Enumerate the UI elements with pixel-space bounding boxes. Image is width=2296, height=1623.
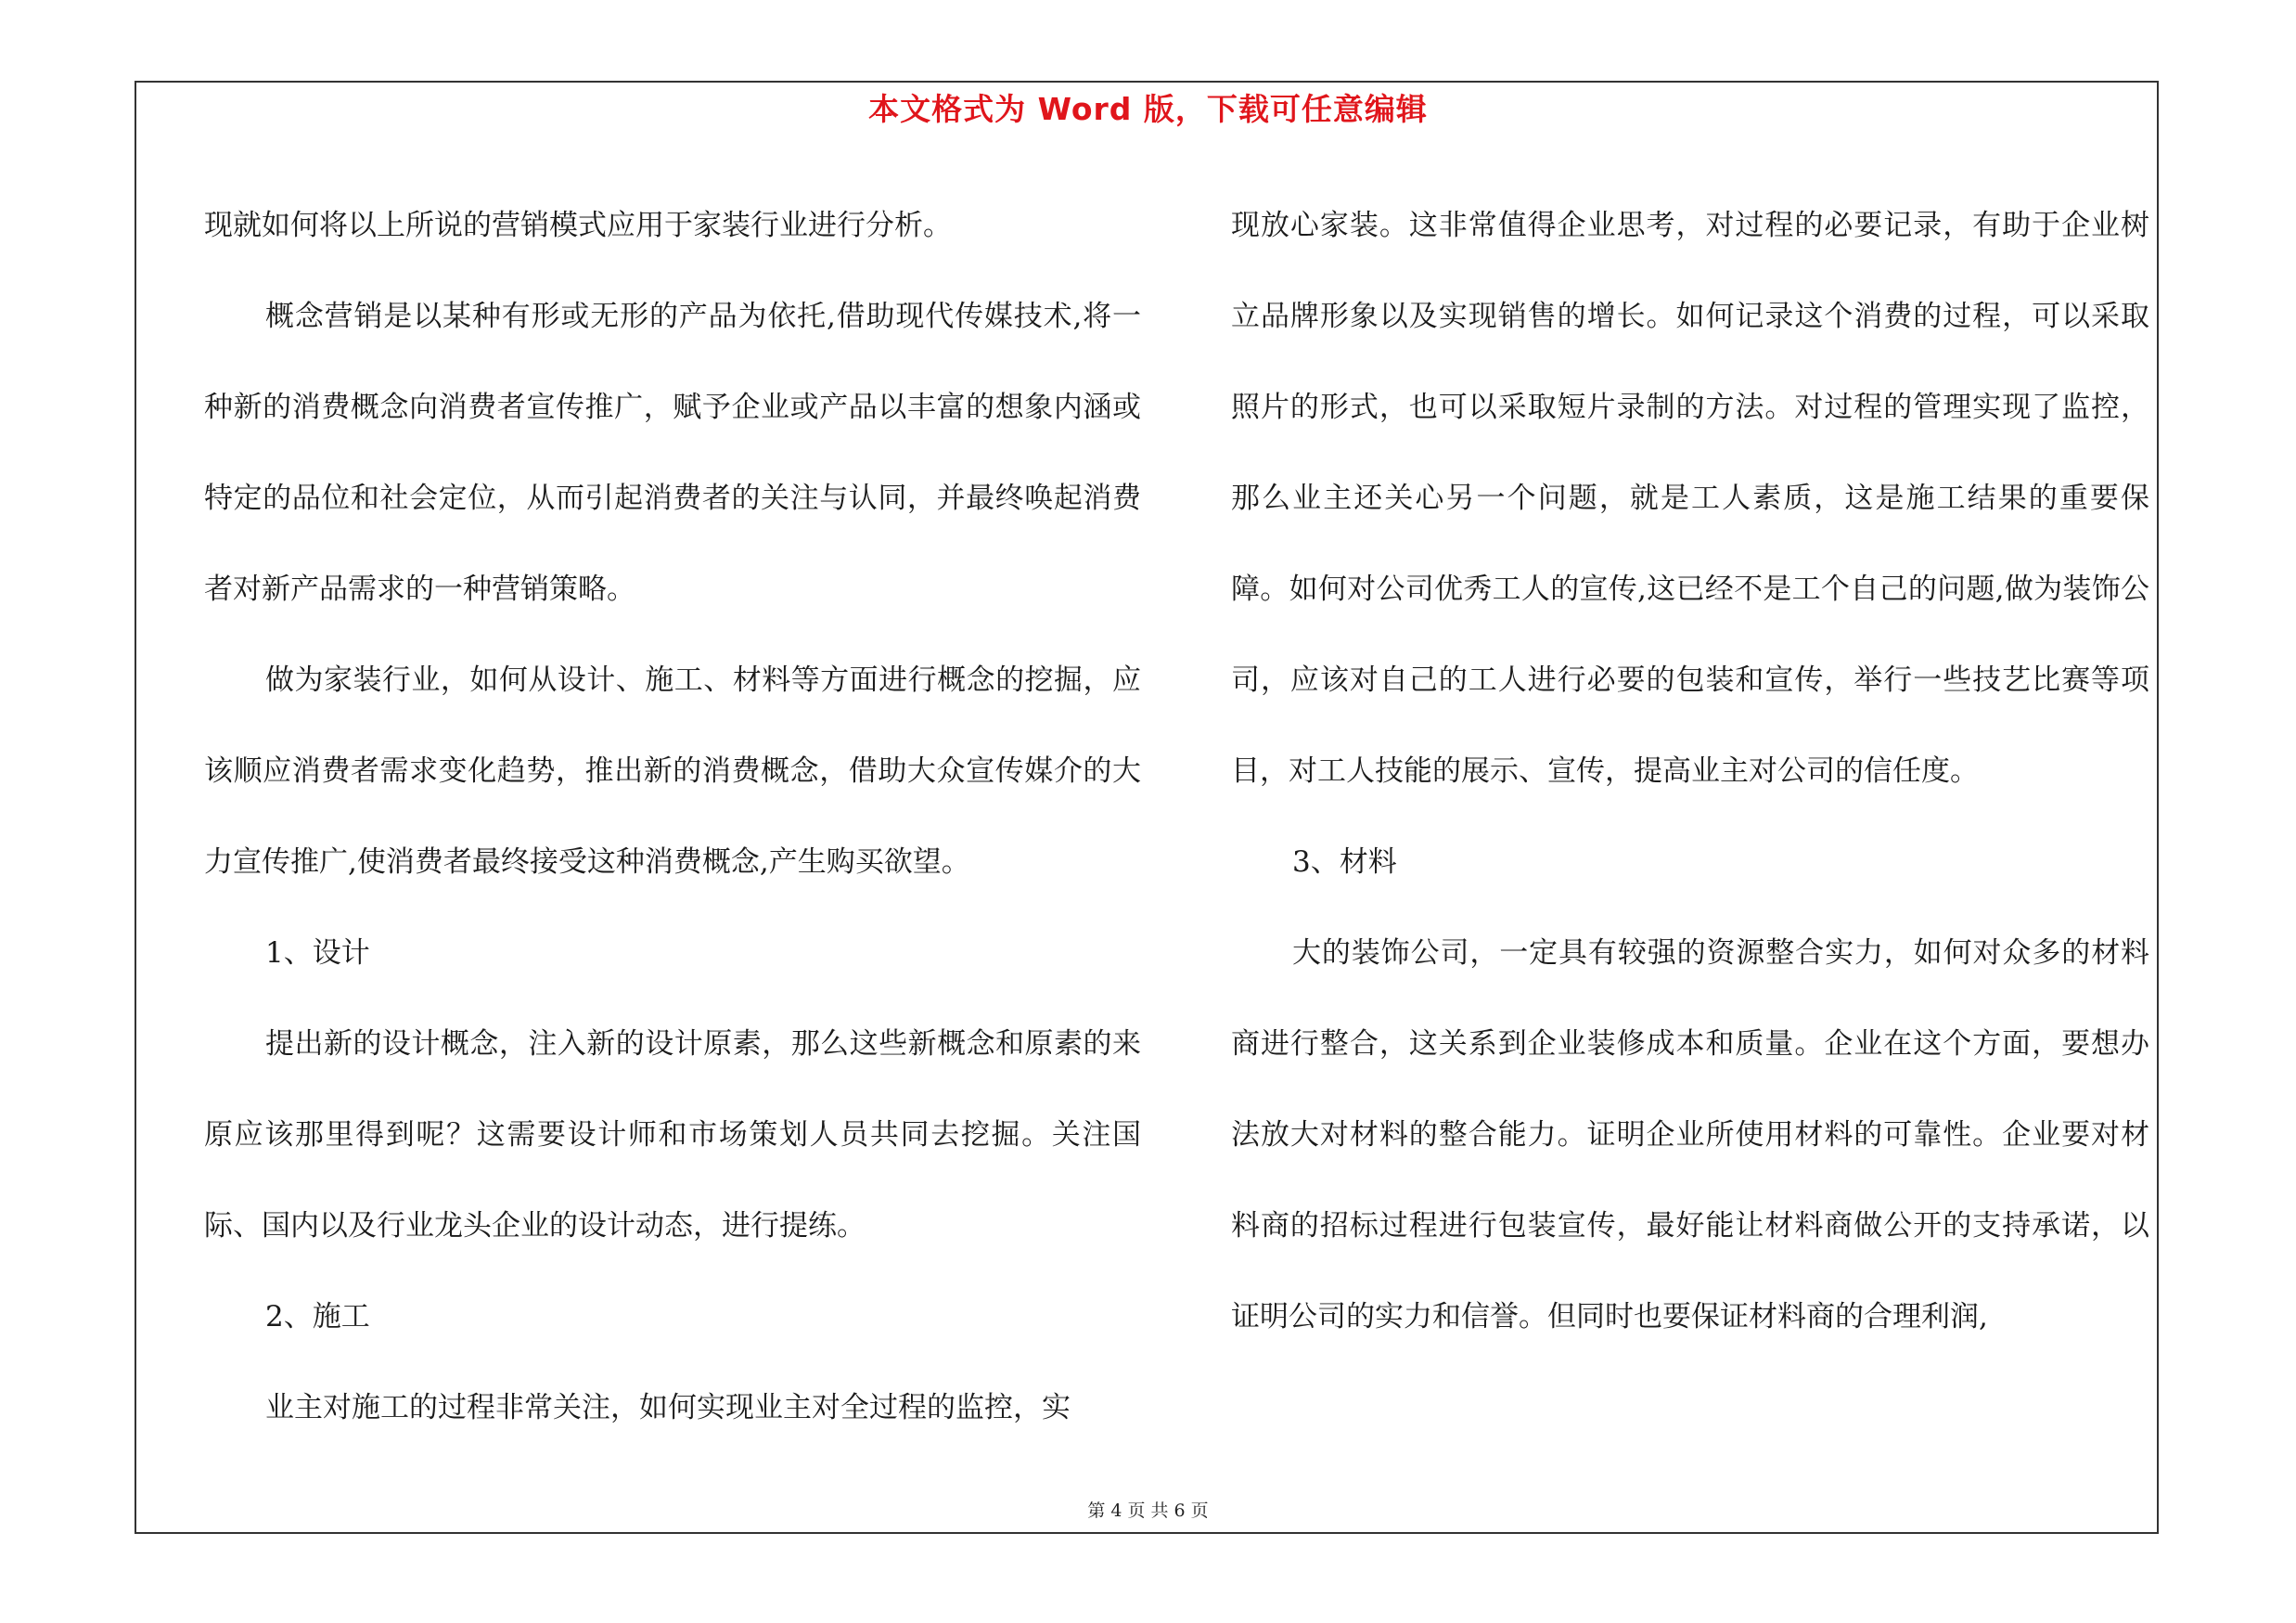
section-heading: 1、设计: [265, 936, 370, 970]
paragraph: 大的装饰公司，一定具有较强的资源整合实力，如何对众多的材料商进行整合，这关系到企业装修成本和质量。企业在这个方面，要想办法放大对材料的整合能力。证明企业所使用材料的可靠性。企业要对材料商的招标过程进行包装宣传，最好能让材料商做公开的支持承诺，以证明公司的实力和信誉。但同时也要保证材料商的合理利润,: [1231, 936, 2149, 1333]
section-heading: 3、材料: [1292, 845, 1397, 879]
section-heading: 2、施工: [265, 1300, 370, 1333]
right-column: [1231, 180, 2149, 1362]
header-banner: 本文格式为 Word 版，下载可任意编辑: [868, 91, 1428, 127]
paragraph: 提出新的设计概念，注入新的设计原素，那么这些新概念和原素的来原应该那里得到呢？这需要设计师和市场策划人员共同去挖掘。关注国际、国内以及行业龙头企业的设计动态，进行提练。: [204, 1027, 1141, 1243]
paragraph: 业主对施工的过程非常关注，如何实现业主对全过程的监控，实: [265, 1391, 1071, 1424]
paragraph: 现放心家装。这非常值得企业思考，对过程的必要记录，有助于企业树立品牌形象以及实现销售的增长。如何记录这个消费的过程，可以采取照片的形式，也可以采取短片录制的方法。对过程的管理实现了监控，那么业主还关心另一个问题，就是工人素质，这是施工结果的重要保障。如何对公司优秀工人的宣传,这已经不是工个自己的问题,做为装饰公司，应该对自己的工人进行必要的包装和宣传，举行一些技艺比赛等项目，对工人技能的展示、宣传，提高业主对公司的信任度。: [1231, 209, 2149, 788]
paragraph: 概念营销是以某种有形或无形的产品为依托,借助现代传媒技术,将一种新的消费概念向消费者宣传推广，赋予企业或产品以丰富的想象内涵或特定的品位和社会定位，从而引起消费者的关注与认同，并最终唤起消费者对新产品需求的一种营销策略。: [204, 300, 1141, 606]
paragraph: 做为家装行业，如何从设计、施工、材料等方面进行概念的挖掘，应该顺应消费者需求变化趋势，推出新的消费概念，借助大众宣传媒介的大力宣传推广,使消费者最终接受这种消费概念,产生购买欲望。: [204, 663, 1141, 879]
left-column: [204, 180, 1141, 1453]
page-footer: 第 4 页 共 6 页: [1087, 1501, 1209, 1521]
paragraph: 现就如何将以上所说的营销模式应用于家装行业进行分析。: [204, 209, 952, 242]
